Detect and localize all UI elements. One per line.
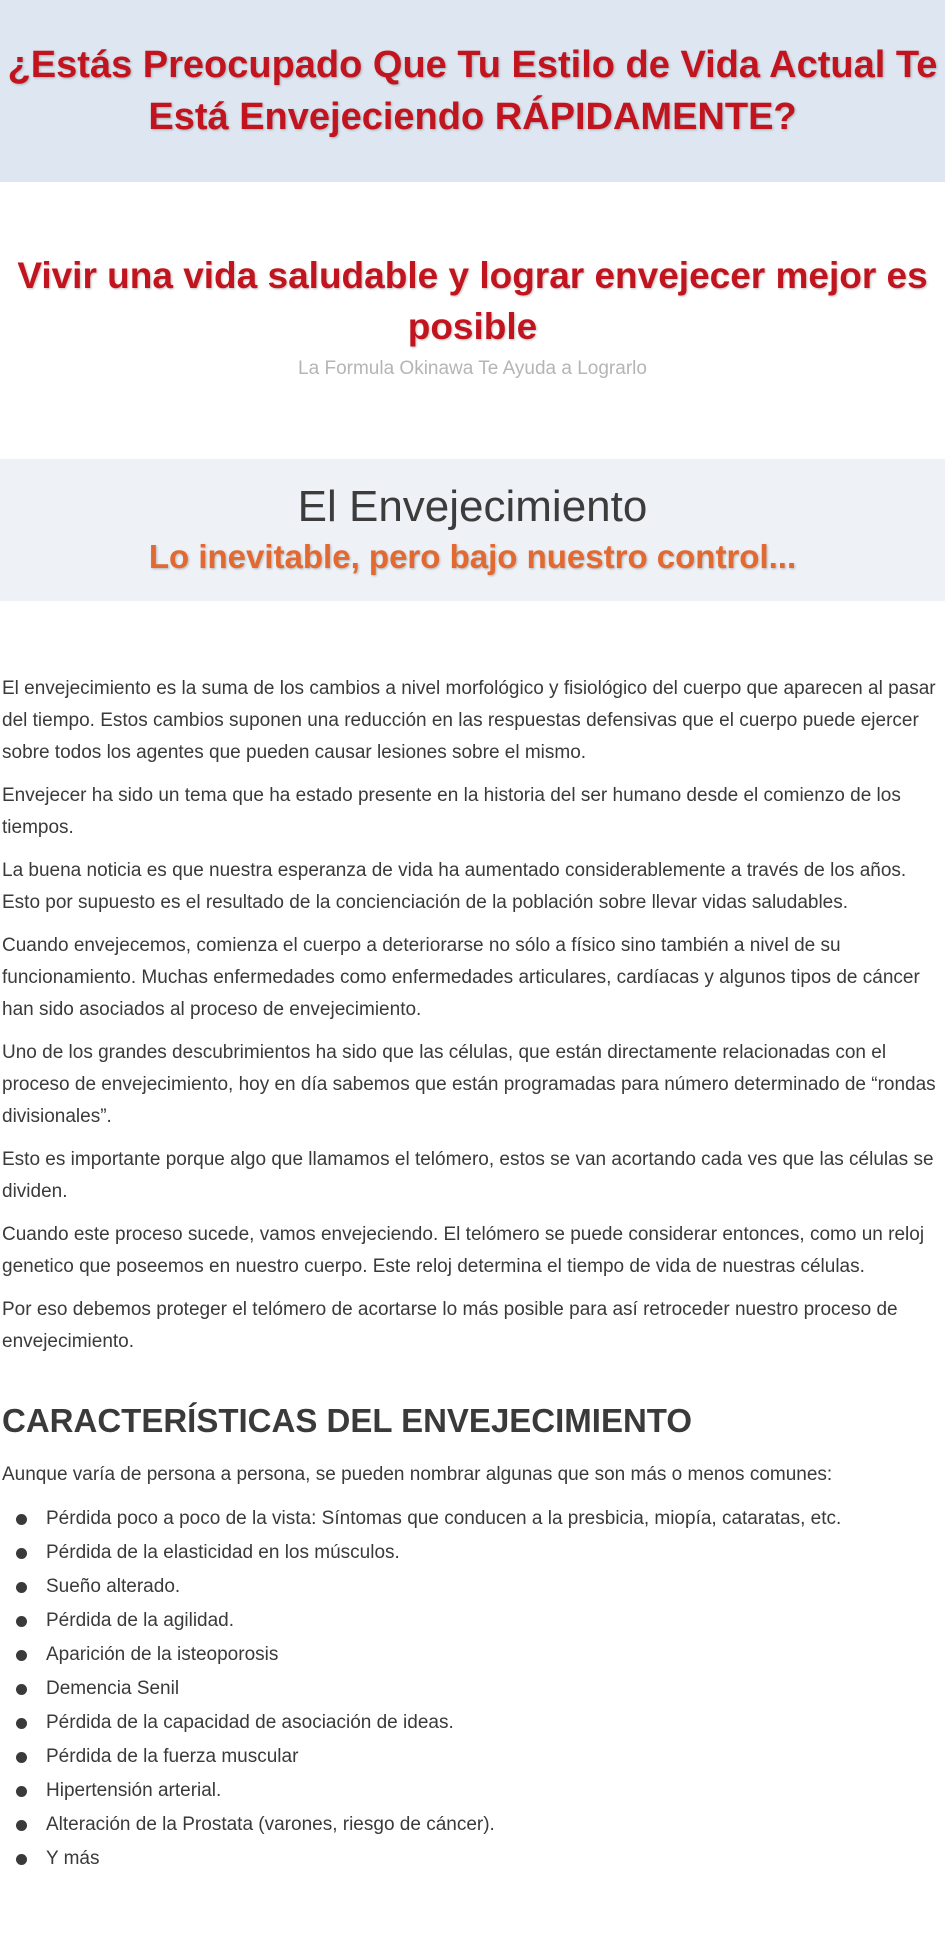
list-item-text: Pérdida poco a poco de la vista: Síntomas que conducen a la presbicia, miopía, cataratas, etc. bbox=[46, 1508, 842, 1529]
list-item-text: Y más bbox=[46, 1848, 100, 1869]
hero-title-line2: Está Envejeciendo RÁPIDAMENTE? bbox=[148, 96, 797, 138]
list-item-text: Pérdida de la elasticidad en los músculos. bbox=[46, 1542, 400, 1563]
list-item bbox=[2, 1706, 945, 1740]
bullet-icon bbox=[16, 1548, 27, 1559]
characteristics-heading: CARACTERÍSTICAS DEL ENVEJECIMIENTO bbox=[2, 1402, 693, 1439]
list-item bbox=[2, 1536, 945, 1570]
list-item bbox=[2, 1672, 945, 1706]
list-item-text: Alteración de la Prostata (varones, riesgo de cáncer). bbox=[46, 1814, 495, 1835]
paragraph: Esto es importante porque algo que llamamos el telómero, estos se van acortando cada ves que las células se dividen. bbox=[2, 1149, 934, 1202]
list-item bbox=[2, 1502, 945, 1536]
subheading-section bbox=[0, 182, 945, 459]
paragraph: La buena noticia es que nuestra esperanza de vida ha aumentado considerablemente a través de los años. Esto por supuesto es el resultado de la concienciación de la población sobre llevar vidas saludables. bbox=[2, 860, 907, 913]
hero-title-line1: ¿Estás Preocupado Que Tu Estilo de Vida Actual Te bbox=[7, 44, 938, 86]
characteristics-list bbox=[2, 1502, 945, 1876]
list-item bbox=[2, 1740, 945, 1774]
section-banner bbox=[0, 459, 945, 601]
hero-banner bbox=[0, 0, 945, 182]
list-item-text: Pérdida de la capacidad de asociación de ideas. bbox=[46, 1712, 454, 1733]
list-item bbox=[2, 1842, 945, 1876]
list-item-text: Demencia Senil bbox=[46, 1678, 180, 1699]
article-body bbox=[0, 601, 945, 1876]
bullet-icon bbox=[16, 1752, 27, 1763]
bullet-icon bbox=[16, 1582, 27, 1593]
paragraph: Por eso debemos proteger el telómero de acortarse lo más posible para así retroceder nuestro proceso de envejecimiento. bbox=[2, 1299, 898, 1352]
section-subtitle: Lo inevitable, pero bajo nuestro control... bbox=[148, 538, 797, 575]
paragraph: Uno de los grandes descubrimientos ha sido que las células, que están directamente relacionadas con el proceso de envejecimiento, hoy en día sabemos que están programadas para número determinado de “rondas divisionales”. bbox=[2, 1042, 936, 1127]
subheading-tagline: La Formula Okinawa Te Ayuda a Lograrlo bbox=[298, 358, 647, 379]
list-item-text: Pérdida de la fuerza muscular bbox=[46, 1746, 299, 1767]
list-item bbox=[2, 1570, 945, 1604]
list-item bbox=[2, 1774, 945, 1808]
subheading-title: Vivir una vida saludable y lograr envejecer mejor es posible bbox=[17, 255, 928, 347]
list-item-text: Sueño alterado. bbox=[46, 1576, 181, 1597]
list-item-text: Hipertensión arterial. bbox=[46, 1780, 222, 1801]
bullet-icon bbox=[16, 1650, 27, 1661]
paragraph: Cuando este proceso sucede, vamos envejeciendo. El telómero se puede considerar entonces, como un reloj genetico que poseemos en nuestro cuerpo. Este reloj determina el tiempo de vida de nuestras células. bbox=[2, 1224, 925, 1277]
paragraph: Cuando envejecemos, comienza el cuerpo a deteriorarse no sólo a físico sino también a nivel de su funcionamiento. Muchas enfermedades como enfermedades articulares, cardíacas y algunos tipos de cáncer han sido asociados al proceso de envejecimiento. bbox=[2, 935, 920, 1020]
hero-title bbox=[0, 39, 945, 143]
characteristics-intro: Aunque varía de persona a persona, se pueden nombrar algunas que son más o menos comunes: bbox=[2, 1464, 833, 1485]
list-item bbox=[2, 1808, 945, 1842]
list-item bbox=[2, 1638, 945, 1672]
list-item bbox=[2, 1604, 945, 1638]
paragraph: Envejecer ha sido un tema que ha estado presente en la historia del ser humano desde el comienzo de los tiempos. bbox=[2, 785, 901, 838]
list-item-text: Pérdida de la agilidad. bbox=[46, 1610, 235, 1631]
bullet-icon bbox=[16, 1684, 27, 1695]
section-title: El Envejecimiento bbox=[297, 482, 648, 531]
paragraph: El envejecimiento es la suma de los cambios a nivel morfológico y fisiológico del cuerpo que aparecen al pasar del tiempo. Estos cambios suponen una reducción en las respuestas defensivas que el cuerpo puede ejercer sobre todos los agentes que pueden causar lesiones sobre el mismo. bbox=[2, 678, 936, 763]
bullet-icon bbox=[16, 1718, 27, 1729]
list-item-text: Aparición de la isteoporosis bbox=[46, 1644, 279, 1665]
bullet-icon bbox=[16, 1616, 27, 1627]
bullet-icon bbox=[16, 1820, 27, 1831]
bullet-icon bbox=[16, 1786, 27, 1797]
bullet-icon bbox=[16, 1854, 27, 1865]
bullet-icon bbox=[16, 1514, 27, 1525]
